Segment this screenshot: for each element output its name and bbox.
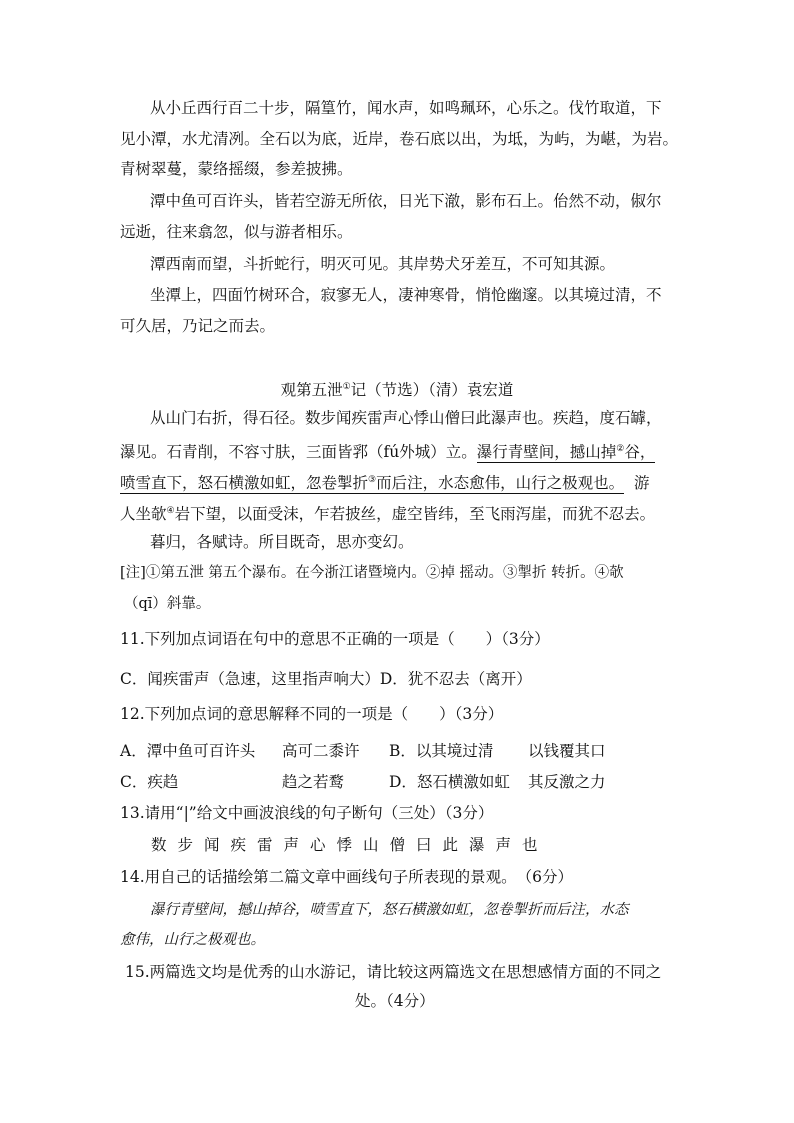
text-segment: 人坐欹 <box>120 505 167 523</box>
passage2-title <box>0 377 794 400</box>
footnote-line: （qī）斜靠。 <box>124 596 211 612</box>
footnote-mark: ② <box>616 444 625 454</box>
question-14: 14.用自己的话描绘第二篇文章中画线句子所表现的景观。 （6分） <box>120 868 574 886</box>
question-12-option-d-compare: 其反激之力 <box>528 773 606 791</box>
text-segment: 岩下望，以面受沫，乍若披丝，虚空皆纬，至飞雨泻崖，而犹不忍去。 <box>174 505 656 523</box>
question-12-option-c-compare: 趋之若鹜 <box>282 773 345 791</box>
text-segment: 瀑见。石青削，不容寸肤，三面皆郛（fú外城）立。 <box>120 443 477 461</box>
question-13-sentence: 数步闻疾雷声心悸山僧曰此瀑声也 <box>151 836 549 854</box>
text-segment: 谷， <box>624 443 656 461</box>
footnote-mark: ③ <box>368 475 377 485</box>
passage1-line: 远逝，往来翕忽，似与游者相乐。 <box>120 223 353 241</box>
title-text: 记（节选）（清）袁宏道 <box>350 381 514 399</box>
question-12: 12.下列加点词的意思解释不同的一项是（ ）（3分） <box>120 705 504 723</box>
footnote-mark: ④ <box>166 506 175 516</box>
question-11-options: C．闻疾雷声（急速，这里指声响大）D．犹不忍去（离开） <box>120 670 532 688</box>
question-14-quote: 愈伟，山行之极观也。 <box>120 932 265 948</box>
question-15: 15.两篇选文均是优秀的山水游记，请比较这两篇选文在思想感情方面的不同之 <box>125 963 662 981</box>
passage1-line: 青树翠蔓，蒙络摇缀，参差披拂。 <box>120 160 353 178</box>
question-15-cont: 处。（4分） <box>355 992 435 1010</box>
footnote-line: [注]①第五泄 第五个瀑布。在今浙江诸暨境内。②掉 摇动。③掣折 转折。④欹 <box>120 565 624 581</box>
passage1-line: 潭中鱼可百许头，皆若空游无所依，日光下澈，影布石上。佁然不动，俶尔 <box>150 192 662 210</box>
passage2-line: 暮归，各赋诗。所目既奇，思亦变幻。 <box>150 533 414 551</box>
passage1-line: 坐潭上，四面竹树环合，寂寥无人，凄神寒骨，悄怆幽邃。以其境过清，不 <box>150 286 662 304</box>
footnote-mark: ① <box>342 382 351 392</box>
underlined-sentence <box>477 443 656 463</box>
question-12-option-c: C．疾趋 <box>120 773 179 791</box>
passage2-line <box>120 470 649 493</box>
text-segment: 而后注，水态愈伟，山行之极观也。 <box>376 474 625 492</box>
passage1-line: 见小潭，水尤清冽。全石以为底，近岸，卷石底以出，为坻，为屿，为嵁，为岩。 <box>120 130 679 148</box>
passage1-line: 潭西南而望，斗折蛇行，明灭可见。其岸势犬牙差互，不可知其源。 <box>150 255 616 273</box>
question-12-option-a: A．潭中鱼可百许头 <box>120 742 256 760</box>
passage1-line: 从小丘西行百二十步，隔篁竹，闻水声，如鸣珮环，心乐之。伐竹取道，下 <box>150 99 662 117</box>
passage2-line <box>120 501 655 524</box>
question-12-option-b: B．以其境过清 <box>389 742 494 760</box>
passage1-line: 可久居，乃记之而去。 <box>120 317 276 335</box>
question-12-option-b-compare: 以钱覆其口 <box>528 742 606 760</box>
question-12-option-a-compare: 高可二黍许 <box>282 742 360 760</box>
passage2-line: 从山门右折，得石径。数步闻疾雷声心悸山僧曰此瀑声也。疾趋，度石罅， <box>150 409 662 427</box>
title-text: 观第五泄 <box>280 381 343 399</box>
text-segment: 瀑行青壁间，撼山掉 <box>476 443 617 461</box>
underlined-sentence <box>120 474 624 494</box>
text-segment: 喷雪直下，怒石横激如虹，忽卷掣折 <box>120 474 369 492</box>
question-13: 13.请用“|”给文中画波浪线的句子断句（三处）（3分） <box>120 804 494 822</box>
text-segment: 游 <box>624 474 650 492</box>
question-11: 11.下列加点词语在句中的意思不正确的一项是（ ）（3分） <box>120 630 550 648</box>
passage2-line <box>120 439 655 462</box>
question-14-quote: 瀑行青壁间，撼山掉谷，喷雪直下，怒石横激如虹，忽卷掣折而后注，水态 <box>150 902 629 918</box>
question-12-option-d: D．怒石横激如虹 <box>389 773 510 791</box>
